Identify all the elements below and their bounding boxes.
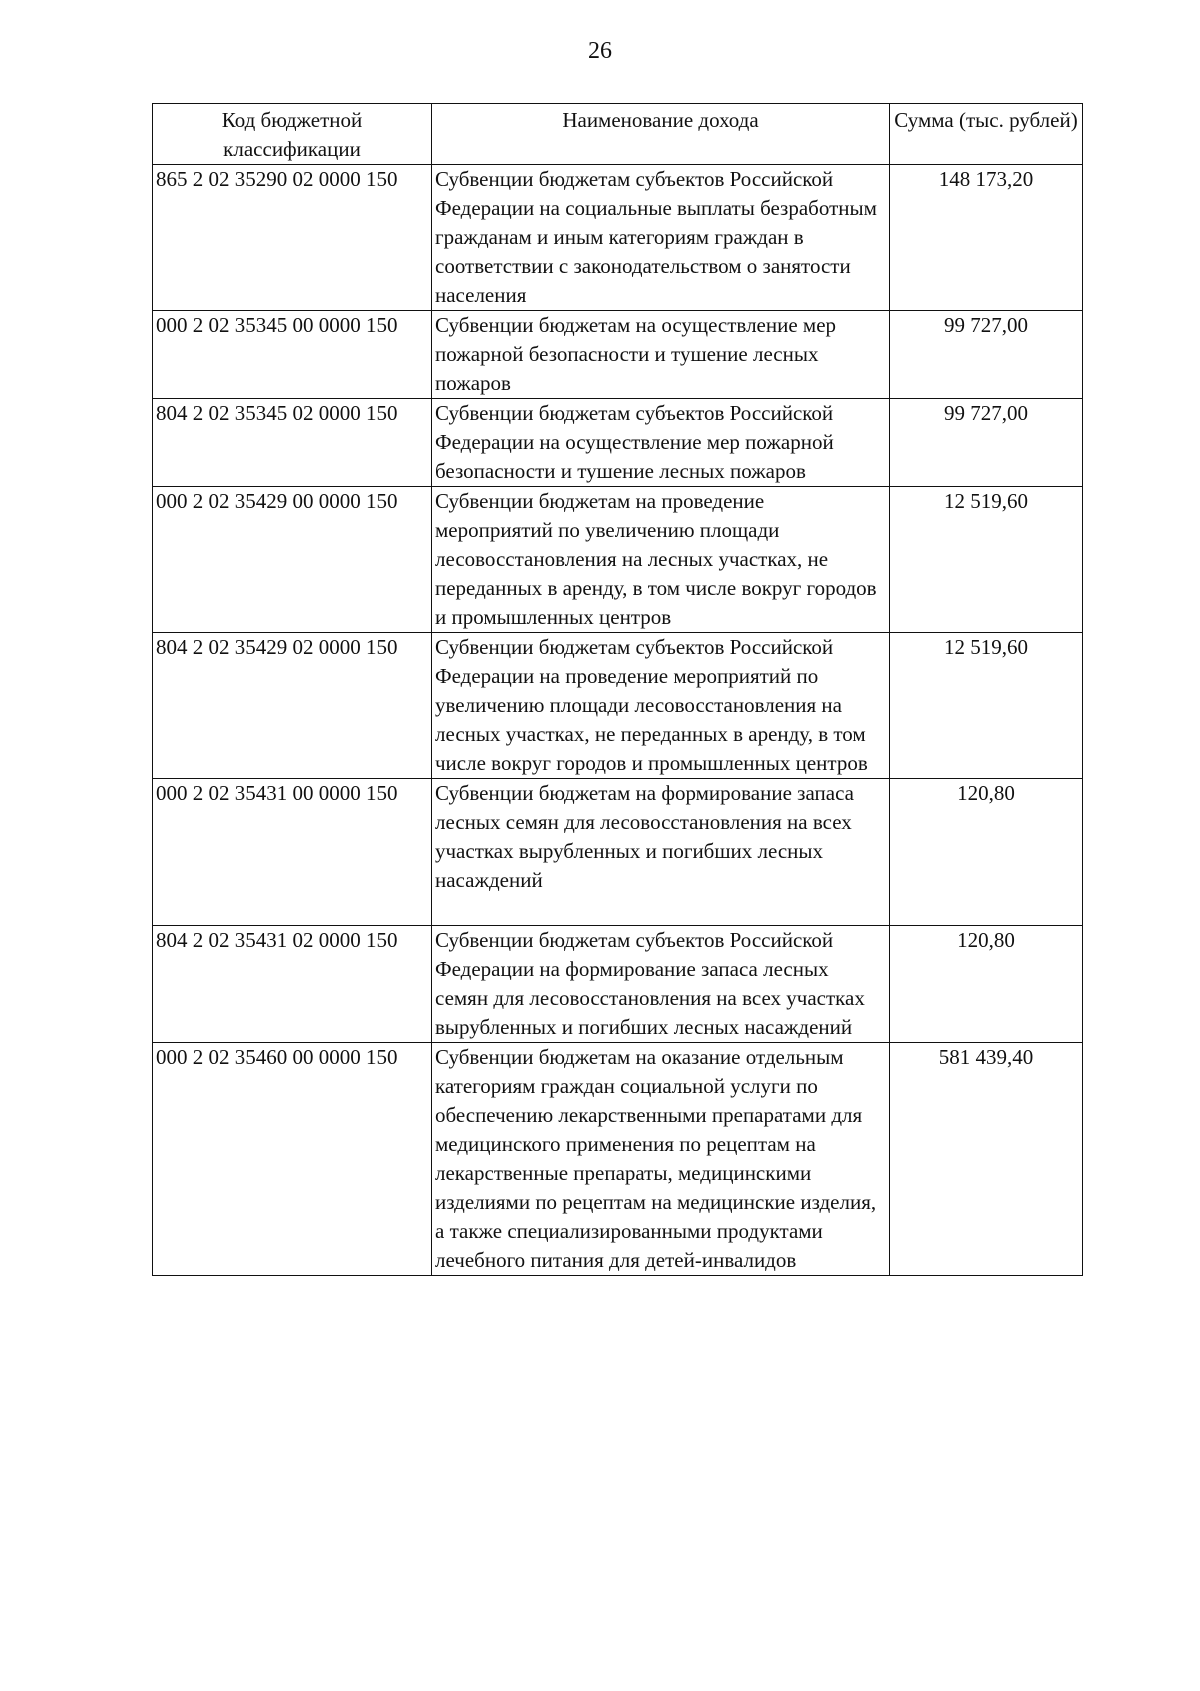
row-code: 804 2 02 35345 02 0000 150 (153, 399, 432, 487)
table-row (153, 1043, 1083, 1276)
page-number: 26 (588, 38, 612, 64)
table-row (153, 487, 1083, 633)
row-code: 804 2 02 35429 02 0000 150 (153, 633, 432, 779)
header-sum: Сумма (тыс. рублей) (890, 104, 1083, 165)
header-name: Наименование дохода (432, 104, 890, 165)
table-row (153, 779, 1083, 926)
table-header-row (153, 104, 1083, 165)
row-name: Субвенции бюджетам на оказание отдельным категориям граждан социальной услуги по обеспечению лекарственными препаратами для медицинского применения по рецептам на лекарственные препараты, медицинскими изделиями по рецептам на медицинские изделия, а также специализированными продуктами лечебного питания для детей-инвалидов (432, 1043, 890, 1276)
row-code: 865 2 02 35290 02 0000 150 (153, 165, 432, 311)
row-sum: 99 727,00 (890, 399, 1083, 487)
row-name: Субвенции бюджетам на формирование запаса лесных семян для лесовосстановления на всех участках вырубленных и погибших лесных насаждений (432, 779, 890, 926)
table-row (153, 165, 1083, 311)
row-name: Субвенции бюджетам субъектов Российской Федерации на формирование запаса лесных семян для лесовосстановления на всех участках вырубленных и погибших лесных насаждений (432, 926, 890, 1043)
row-code: 000 2 02 35431 00 0000 150 (153, 779, 432, 926)
row-name: Субвенции бюджетам на проведение мероприятий по увеличению площади лесовосстановления на лесных участках, не переданных в аренду, в том числе вокруг городов и промышленных центров (432, 487, 890, 633)
row-code: 804 2 02 35431 02 0000 150 (153, 926, 432, 1043)
row-sum: 148 173,20 (890, 165, 1083, 311)
row-name: Субвенции бюджетам субъектов Российской Федерации на проведение мероприятий по увеличению площади лесовосстановления на лесных участках, не переданных в аренду, в том числе вокруг городов и промышленных центров (432, 633, 890, 779)
row-name: Субвенции бюджетам на осуществление мер пожарной безопасности и тушение лесных пожаров (432, 311, 890, 399)
row-sum: 12 519,60 (890, 487, 1083, 633)
header-code: Код бюджетной классификации (153, 104, 432, 165)
row-sum: 12 519,60 (890, 633, 1083, 779)
row-name: Субвенции бюджетам субъектов Российской Федерации на социальные выплаты безработным гражданам и иным категориям граждан в соответствии с законодательством о занятости населения (432, 165, 890, 311)
table-row (153, 926, 1083, 1043)
row-sum: 581 439,40 (890, 1043, 1083, 1276)
table-row (153, 311, 1083, 399)
revenue-table (152, 103, 1083, 1276)
row-code: 000 2 02 35345 00 0000 150 (153, 311, 432, 399)
row-name: Субвенции бюджетам субъектов Российской Федерации на осуществление мер пожарной безопасности и тушение лесных пожаров (432, 399, 890, 487)
row-sum: 120,80 (890, 926, 1083, 1043)
row-sum: 99 727,00 (890, 311, 1083, 399)
row-sum: 120,80 (890, 779, 1083, 926)
row-code: 000 2 02 35429 00 0000 150 (153, 487, 432, 633)
table-row (153, 399, 1083, 487)
table-row (153, 633, 1083, 779)
row-code: 000 2 02 35460 00 0000 150 (153, 1043, 432, 1276)
